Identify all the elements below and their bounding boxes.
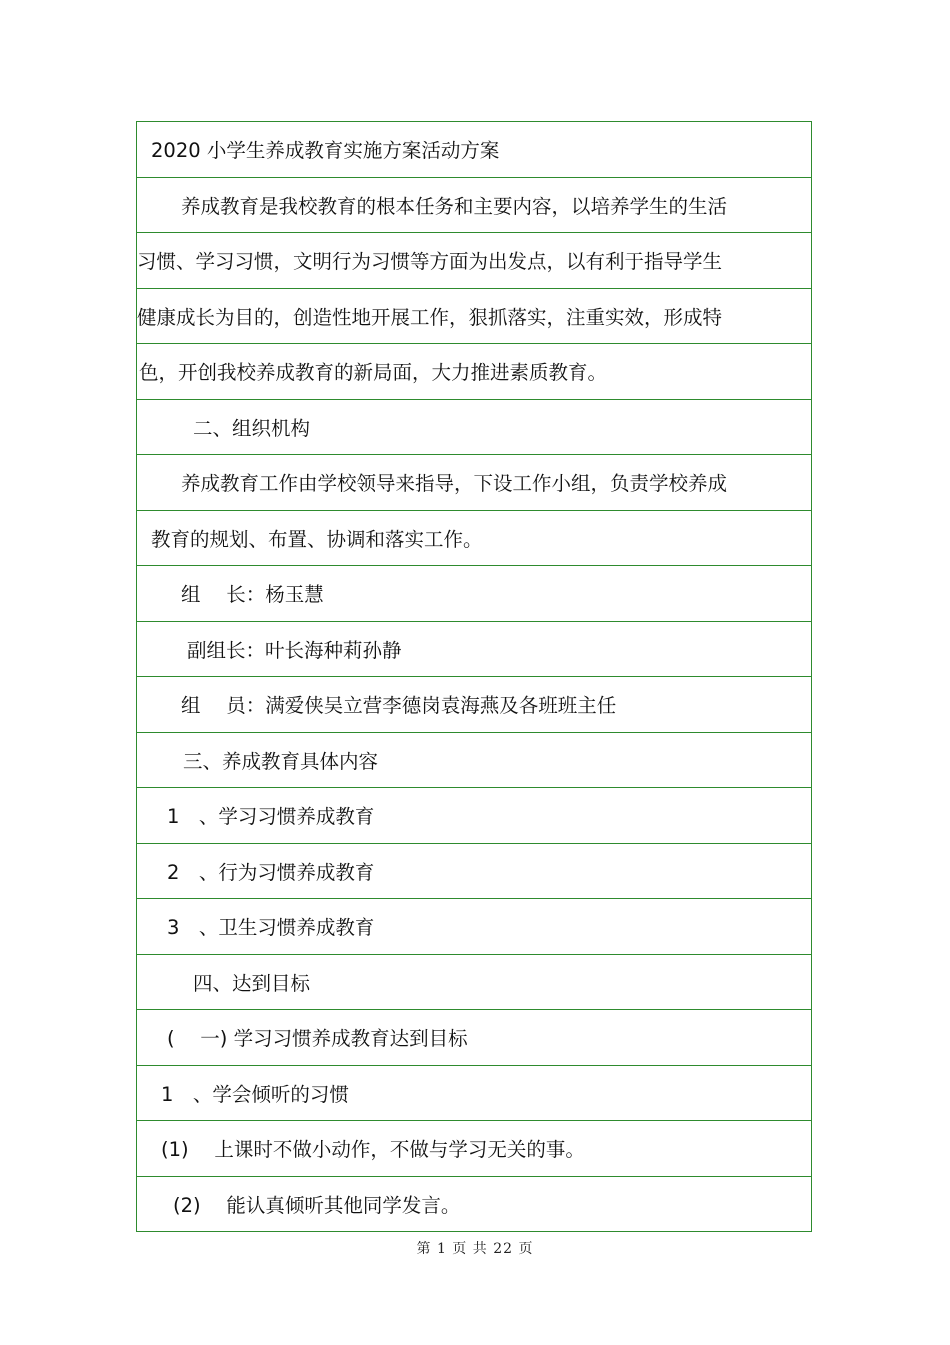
group-members-line	[137, 677, 811, 733]
section-heading-text: 二、组织机构	[193, 416, 311, 440]
list-item	[137, 788, 811, 844]
section-heading-text: 三、养成教育具体内容	[183, 749, 379, 773]
section-heading	[137, 733, 811, 789]
subsection-heading-text: ( 一) 学习习惯养成教育达到目标	[167, 1027, 468, 1051]
paragraph-text: 健康成长为目的，创造性地开展工作，狠抓落实，注重实效，形成特	[137, 305, 723, 329]
paragraph-line	[137, 178, 811, 234]
page-indicator: 第 1 页 共 22 页	[416, 1241, 534, 1257]
paragraph-text: 教育的规划、布置、协调和落实工作。	[151, 527, 483, 551]
list-item-text: 2 、行为习惯养成教育	[167, 860, 375, 884]
section-heading	[137, 400, 811, 456]
group-leader-text: 组 长：杨玉慧	[181, 583, 324, 607]
paragraph-line	[137, 344, 811, 400]
list-item-text: (2) 能认真倾听其他同学发言。	[173, 1193, 461, 1217]
group-members-text: 组 员：满爱侠吴立营李德岗袁海燕及各班班主任	[181, 694, 617, 718]
paragraph-text: 养成教育是我校教育的根本任务和主要内容，以培养学生的生活	[181, 194, 728, 218]
subsection-heading	[137, 1010, 811, 1066]
document-title: 2020 小学生养成教育实施方案活动方案	[151, 139, 500, 163]
paragraph-line	[137, 455, 811, 511]
list-item-text: (1) 上课时不做小动作，不做与学习无关的事。	[161, 1138, 585, 1162]
paragraph-line	[137, 289, 811, 345]
section-heading-text: 四、达到目标	[193, 971, 311, 995]
group-leader-line	[137, 566, 811, 622]
paragraph-line	[137, 233, 811, 289]
document-table	[136, 121, 812, 1232]
paragraph-text: 色，开创我校养成教育的新局面，大力推进素质教育。	[139, 361, 608, 385]
deputy-leader-line	[137, 622, 811, 678]
list-item	[137, 1066, 811, 1122]
list-item	[137, 844, 811, 900]
paragraph-text: 养成教育工作由学校领导来指导，下设工作小组，负责学校养成	[181, 472, 728, 496]
page-footer	[0, 1238, 950, 1258]
deputy-leader-text: 副组长：叶长海种莉孙静	[187, 638, 402, 662]
paragraph-line	[137, 511, 811, 567]
list-item-text: 3 、卫生习惯养成教育	[167, 916, 375, 940]
section-heading	[137, 955, 811, 1011]
document-title-row	[137, 122, 811, 178]
list-item	[137, 1177, 811, 1233]
list-item	[137, 1121, 811, 1177]
list-item	[137, 899, 811, 955]
list-item-text: 1 、学会倾听的习惯	[161, 1082, 349, 1106]
paragraph-text: 习惯、学习习惯，文明行为习惯等方面为出发点，以有利于指导学生	[137, 250, 723, 274]
list-item-text: 1 、学习习惯养成教育	[167, 805, 375, 829]
